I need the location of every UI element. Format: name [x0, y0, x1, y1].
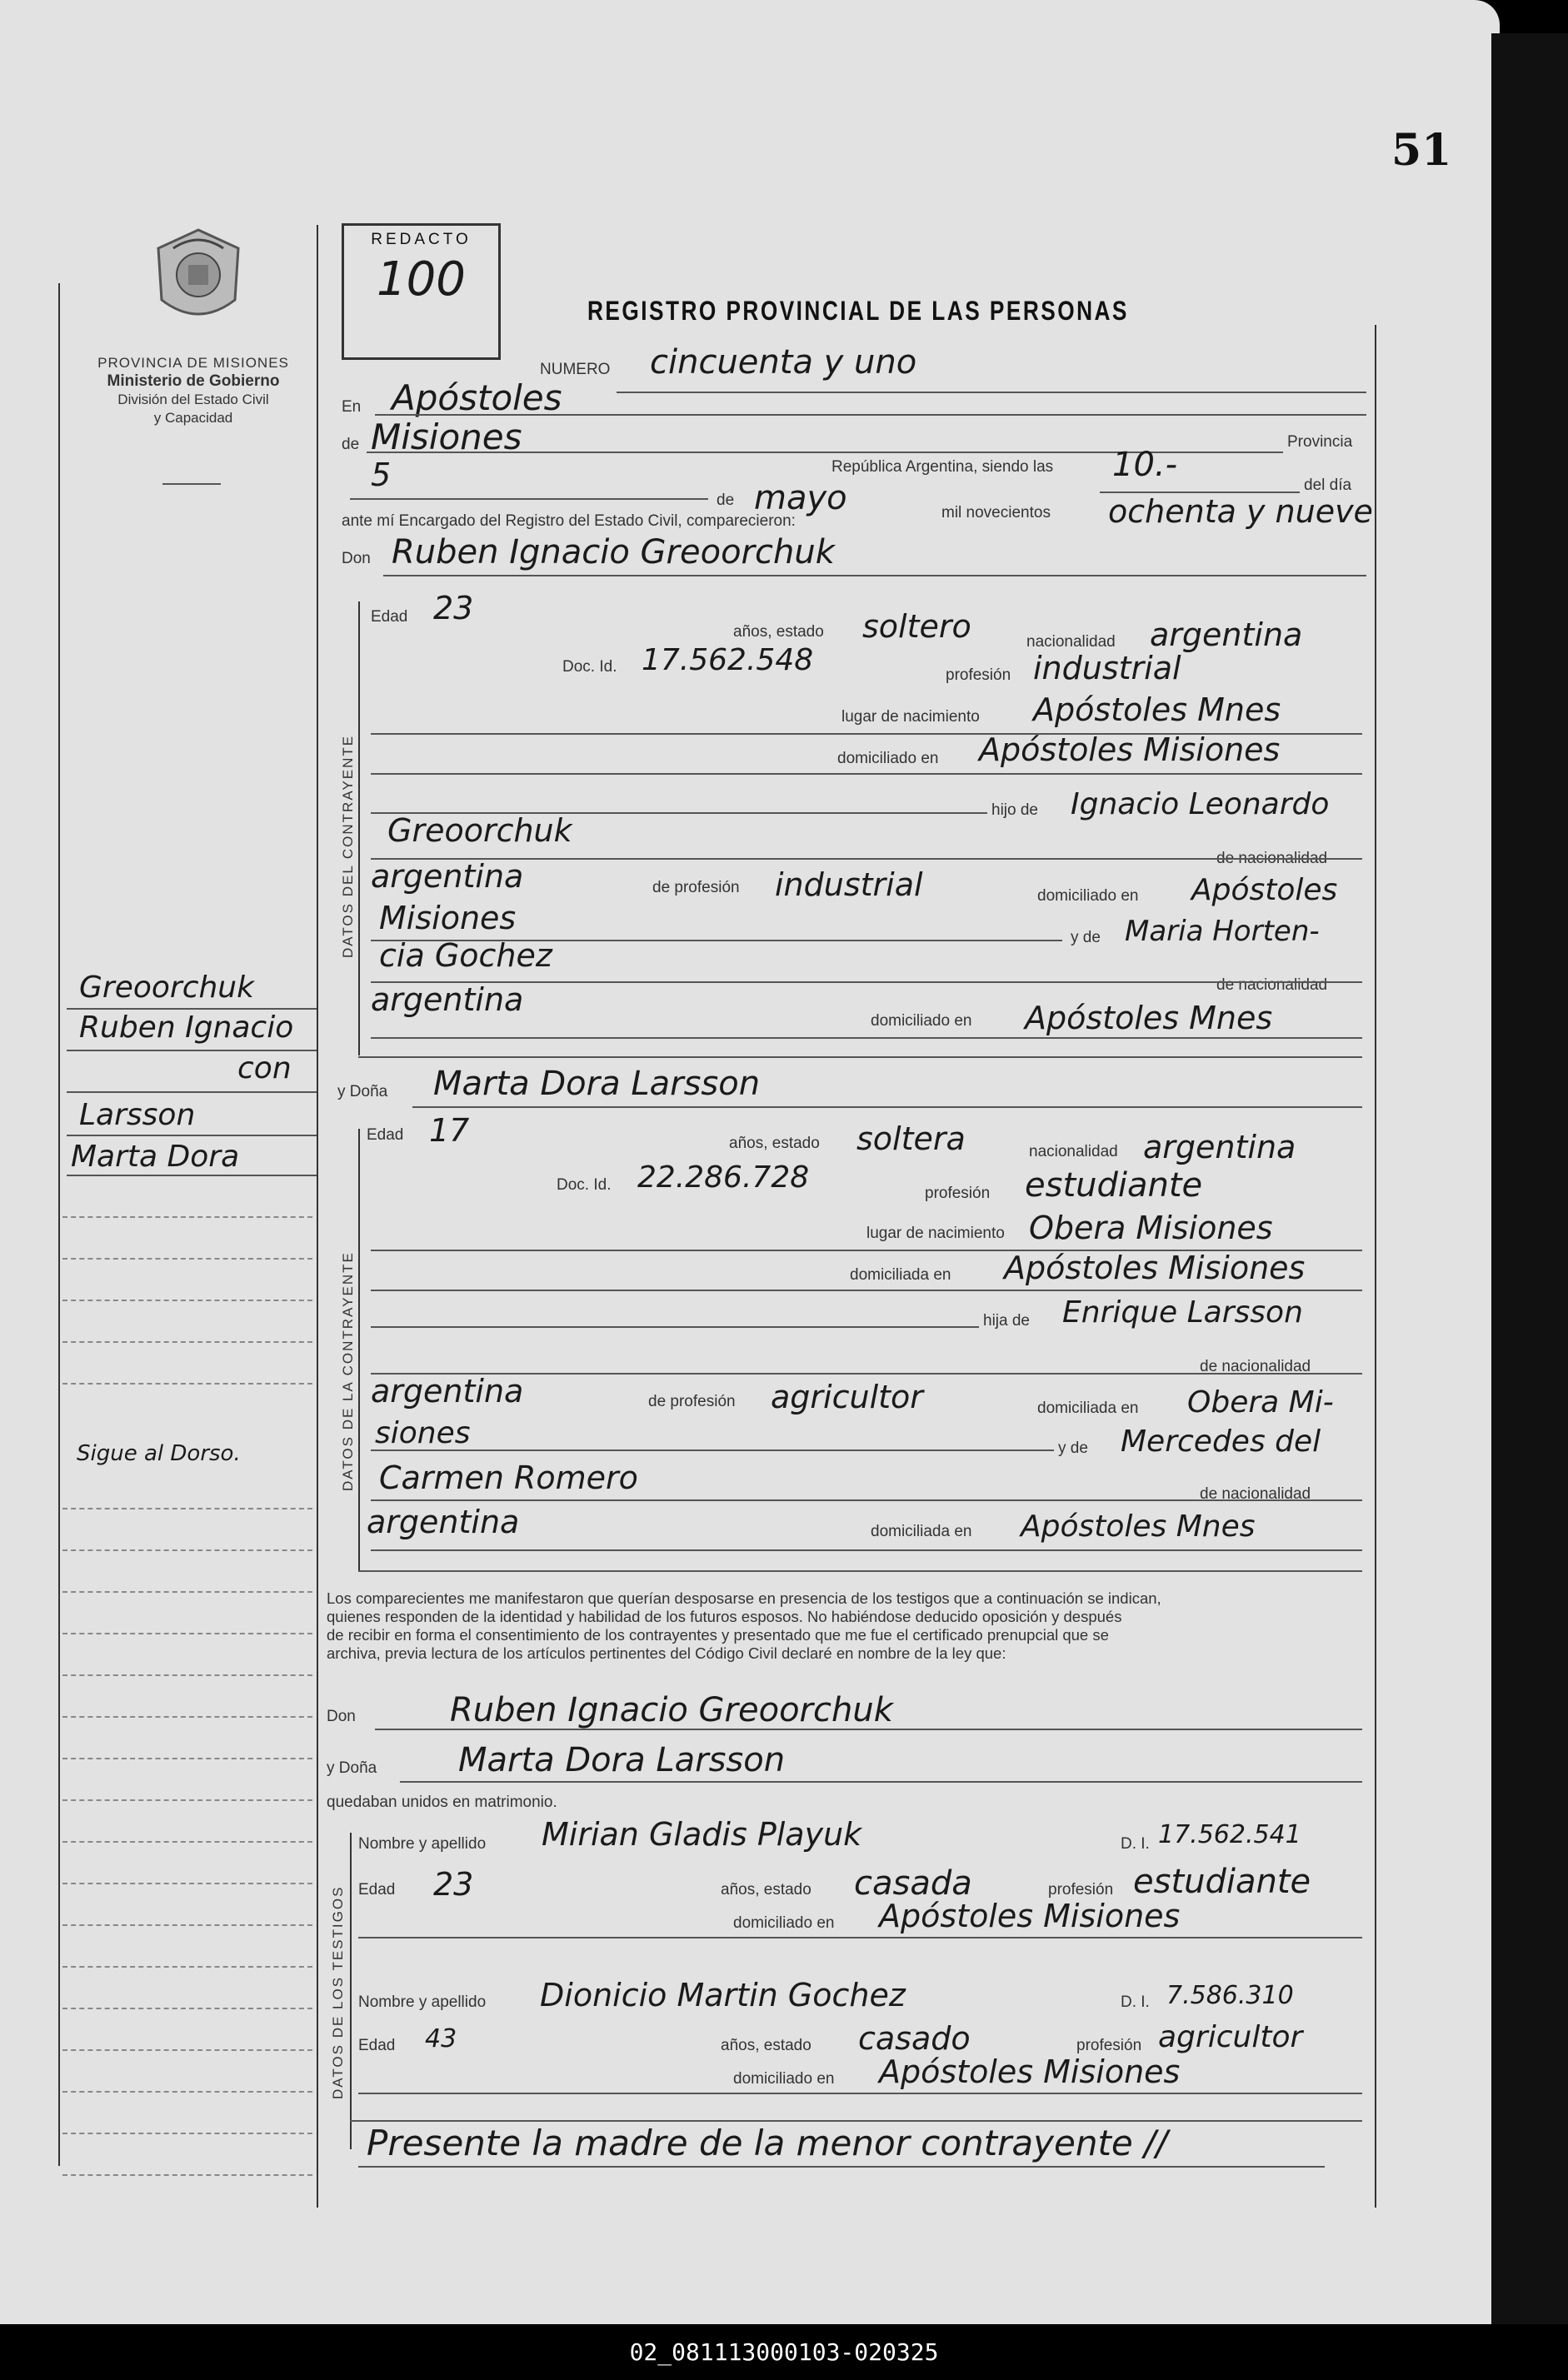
madre-domiciliada-label: domiciliada en [871, 1523, 972, 1540]
section-rule [358, 601, 360, 1055]
de-profesion-label: de profesión [648, 1393, 736, 1410]
lugar-value: Obera Misiones [1029, 1210, 1273, 1246]
margin-rule-line [62, 1591, 312, 1593]
decl-don-label: Don [327, 1708, 356, 1725]
rule [67, 1091, 317, 1093]
padre-value-1: Ignacio Leonardo [1071, 787, 1330, 821]
madre-value-2: Carmen Romero [379, 1459, 638, 1496]
lugar-label: lugar de nacimiento [841, 708, 980, 726]
rule [371, 1449, 1054, 1451]
nacionalidad-label: nacionalidad [1026, 633, 1116, 651]
section-rule [358, 1129, 360, 1570]
capacity-label: y Capacidad [153, 410, 233, 426]
contrayente-section-label: DATOS DEL CONTRAYENTE [340, 734, 356, 958]
rule [371, 1326, 979, 1328]
dona-label: y Doña [337, 1083, 388, 1100]
padre-profesion-value: industrial [775, 866, 923, 903]
padre-nacionalidad-value: argentina [371, 858, 524, 895]
t2-edad-label: Edad [358, 2037, 396, 2054]
margin-rule-line [62, 2049, 312, 2051]
y-de-label: y de [1058, 1439, 1088, 1457]
padre-profesion-value: agricultor [771, 1379, 923, 1415]
margin-rule-line [62, 1216, 312, 1218]
anios-estado-label: años, estado [733, 623, 824, 641]
margin-sigue: Sigue al Dorso. [77, 1441, 241, 1466]
margin-rule-line [62, 1383, 312, 1385]
t1-edad-label: Edad [358, 1881, 396, 1899]
padre-nacionalidad-value: argentina [371, 1373, 524, 1410]
closing-note: Presente la madre de la menor contrayente // [367, 2123, 1168, 2163]
doc-value: 22.286.728 [637, 1160, 810, 1195]
de-nacionalidad-label: de nacionalidad [1216, 850, 1328, 867]
t2-edad-value: 43 [425, 2024, 457, 2053]
numero-value: cincuenta y uno [650, 343, 917, 382]
rule [67, 1050, 317, 1051]
don-label: Don [342, 550, 371, 567]
madre-value-2: cia Gochez [379, 937, 552, 974]
rule [375, 414, 1366, 416]
doc-label: Doc. Id. [557, 1176, 612, 1194]
t1-profesion-label: profesión [1048, 1881, 1114, 1899]
rule [400, 1781, 1362, 1783]
rule [371, 773, 1362, 775]
t1-di-value: 17.562.541 [1158, 1820, 1301, 1849]
left-header [68, 354, 318, 427]
domicilio-value: Apóstoles Misiones [1004, 1250, 1306, 1286]
madre-domicilio-value: Apóstoles Mnes [1025, 1000, 1273, 1036]
rule [375, 1729, 1362, 1730]
ante-label: ante mí Encargado del Registro del Estado Civil, comparecieron: [342, 512, 796, 530]
madre-domicilio-value: Apóstoles Mnes [1021, 1509, 1256, 1544]
de-value: Misiones [371, 417, 522, 457]
rule [350, 2120, 1362, 2122]
declaration-line-1: Los comparecientes me manifestaron que querían desposarse en presencia de los testigos que a continuación se indican, [327, 1589, 1161, 1607]
madre-nacionalidad-value: argentina [371, 981, 524, 1018]
rule [358, 1937, 1362, 1938]
province-label: PROVINCIA DE MISIONES [97, 355, 289, 371]
de-nacionalidad-label: de nacionalidad [1200, 1358, 1311, 1375]
domicilio-label: domiciliado en [837, 750, 939, 767]
t1-di-label: D. I. [1121, 1835, 1150, 1853]
redacto-value: 100 [377, 252, 466, 307]
lugar-label: lugar de nacimiento [866, 1225, 1005, 1242]
footer-code: 02_081113000103-020325 [0, 2324, 1568, 2380]
padre-domicilio-value-1: Obera Mi- [1187, 1385, 1334, 1420]
margin-rule-line [62, 1716, 312, 1718]
domicilio-label: domiciliada en [850, 1266, 951, 1284]
contrayenta-section-label: DATOS DE LA CONTRAYENTE [340, 1251, 356, 1491]
margin-rule-line [62, 1341, 312, 1343]
madre-nacionalidad-label: de nacionalidad [1216, 976, 1328, 994]
domicilio-value: Apóstoles Misiones [979, 731, 1281, 768]
de-profesion-label: de profesión [652, 879, 740, 896]
t2-domicilio-label: domiciliado en [733, 2070, 835, 2088]
section-rule [350, 1833, 352, 2149]
t2-nombre-value: Dionicio Martin Gochez [540, 1977, 906, 2013]
edad-label: Edad [371, 608, 408, 626]
margin-name-1: Ruben Ignacio [79, 1010, 294, 1045]
decl-don-value: Ruben Ignacio Greoorchuk [450, 1691, 893, 1729]
margin-rule-line [62, 1841, 312, 1843]
estado-value: soltero [862, 608, 971, 645]
rule [371, 1549, 1362, 1551]
domiciliada-en-label: domiciliada en [1037, 1400, 1139, 1417]
t2-di-value: 7.586.310 [1166, 1981, 1294, 2010]
provincia-label: Provincia [1287, 433, 1353, 451]
declaration-line-2: quienes responden de la identidad y habilidad de los futuros esposos. No habiéndose deducido oposición y después [327, 1608, 1122, 1625]
edad-label: Edad [367, 1126, 404, 1144]
form-border-left [317, 225, 318, 2208]
nacionalidad-label: nacionalidad [1029, 1143, 1118, 1160]
don-value: Ruben Ignacio Greoorchuk [392, 533, 835, 571]
margin-rule-line [62, 1549, 312, 1551]
rule [358, 2166, 1325, 2168]
margin-rule-line [62, 1758, 312, 1759]
rule [358, 2093, 1362, 2094]
book-binding [1491, 33, 1568, 2333]
rule [67, 1175, 317, 1176]
anio-value: ochenta y nueve [1108, 493, 1373, 530]
profesion-value: estudiante [1025, 1166, 1203, 1205]
margin-rule-line [62, 2133, 312, 2134]
domiciliado-en-label: domiciliado en [1037, 887, 1139, 905]
hija-label: hija de [983, 1312, 1030, 1330]
numero-label: NUMERO [540, 361, 611, 378]
margin-rule [58, 283, 60, 2166]
doc-label: Doc. Id. [562, 658, 617, 676]
decl-dona-label: y Doña [327, 1759, 377, 1777]
redacto-box [342, 223, 501, 360]
decl-dona-value: Marta Dora Larsson [458, 1741, 786, 1779]
mil-label: mil novecientos [941, 504, 1051, 521]
t1-edad-value: 23 [433, 1866, 474, 1903]
padre-value: Enrique Larsson [1062, 1295, 1303, 1330]
rule [67, 1008, 317, 1010]
t2-estado-label: años, estado [721, 2037, 811, 2054]
edad-value: 17 [429, 1112, 470, 1149]
rule [371, 1499, 1362, 1501]
hora-value: 10.- [1112, 446, 1178, 484]
republica-label: República Argentina, siendo las [831, 458, 1054, 476]
margin-surname-1: Greoorchuk [79, 970, 254, 1005]
rule [350, 498, 708, 500]
margin-rule-line [62, 1799, 312, 1801]
anios-estado-label: años, estado [729, 1135, 820, 1152]
margin-rule-line [62, 1966, 312, 1968]
t2-domicilio-value: Apóstoles Misiones [879, 2053, 1181, 2090]
doc-value: 17.562.548 [642, 643, 814, 677]
margin-rule-line [62, 1258, 312, 1260]
de-label: de [342, 436, 360, 453]
rule [67, 1135, 317, 1136]
t1-estado-label: años, estado [721, 1881, 811, 1899]
rule [383, 575, 1366, 576]
margin-rule-line [62, 1924, 312, 1926]
margin-rule-line [62, 1674, 312, 1676]
testigos-section-label: DATOS DE LOS TESTIGOS [330, 1885, 346, 2099]
profesion-label: profesión [925, 1185, 991, 1202]
hijo-label: hijo de [991, 801, 1038, 819]
mes-value: mayo [754, 479, 847, 517]
margin-name-2: Marta Dora [71, 1140, 240, 1174]
edad-value: 23 [433, 590, 474, 626]
t2-estado-value: casado [858, 2020, 971, 2057]
declaration-paragraph [327, 1589, 1376, 1663]
profesion-label: profesión [946, 666, 1011, 684]
profesion-value: industrial [1033, 650, 1181, 686]
declaration-line-3: de recibir en forma el consentimiento de los contrayentes y presentado que me fue el certificado prenupcial que se [327, 1626, 1109, 1644]
declaration-line-4: archiva, previa lectura de los artículos pertinentes del Código Civil declaré en nombre de la ley que: [327, 1644, 1006, 1662]
margin-rule-line [62, 2091, 312, 2093]
padre-domicilio-value-1: Apóstoles [1191, 873, 1338, 907]
margin-rule-line [62, 1508, 312, 1509]
dia-value: 5 [371, 457, 392, 493]
en-value: Apóstoles [392, 377, 562, 418]
rule [358, 1570, 1362, 1572]
madre-nacionalidad-value: argentina [367, 1504, 520, 1540]
margin-rule-line [62, 1633, 312, 1634]
madre-nacionalidad-label: de nacionalidad [1200, 1485, 1311, 1503]
rule [617, 392, 1366, 393]
padre-domicilio-value-2: Misiones [379, 900, 517, 936]
page-number: 51 [1391, 125, 1452, 176]
madre-value-1: Mercedes del [1121, 1425, 1321, 1459]
rule [412, 1106, 1362, 1108]
t1-estado-value: casada [854, 1864, 972, 1903]
rule [358, 1056, 1362, 1058]
margin-con: con [237, 1051, 292, 1085]
madre-value-1: Maria Horten- [1125, 915, 1320, 948]
margin-rule-line [62, 2174, 312, 2176]
rule [371, 1290, 1362, 1291]
t1-nombre-value: Mirian Gladis Playuk [542, 1816, 862, 1853]
margin-rule-line [62, 1300, 312, 1301]
nacionalidad-value: argentina [1150, 616, 1303, 653]
coat-of-arms-icon [148, 223, 248, 336]
t2-nombre-label: Nombre y apellido [358, 1993, 487, 2011]
t1-nombre-label: Nombre y apellido [358, 1835, 487, 1853]
decl-closing: quedaban unidos en matrimonio. [327, 1794, 557, 1811]
estado-value: soltera [856, 1120, 966, 1157]
margin-rule-line [62, 1883, 312, 1884]
lugar-value: Apóstoles Mnes [1033, 691, 1281, 728]
padre-value-2: Greoorchuk [387, 812, 572, 849]
document-title: REGISTRO PROVINCIAL DE LAS PERSONAS [587, 296, 1129, 326]
de-mes-label: de [717, 491, 735, 509]
en-label: En [342, 398, 362, 416]
margin-rule-line [62, 2008, 312, 2009]
t1-profesion-value: estudiante [1133, 1863, 1311, 1901]
dona-value: Marta Dora Larsson [433, 1065, 761, 1103]
redacto-label: REDACTO [371, 231, 472, 248]
madre-domiciliado-label: domiciliado en [871, 1012, 972, 1030]
divider [162, 483, 221, 485]
t2-profesion-value: agricultor [1158, 2020, 1303, 2054]
division-label: División del Estado Civil [117, 392, 269, 407]
margin-surname-2: Larsson [79, 1098, 196, 1132]
nacionalidad-value: argentina [1143, 1129, 1296, 1165]
padre-domicilio-value-2: siones [375, 1416, 471, 1450]
t2-profesion-label: profesión [1076, 2037, 1142, 2054]
rule [371, 1037, 1362, 1039]
t1-domicilio-label: domiciliado en [733, 1914, 835, 1932]
t1-domicilio-value: Apóstoles Misiones [879, 1898, 1181, 1934]
t2-di-label: D. I. [1121, 1993, 1150, 2011]
ministry-label: Ministerio de Gobierno [107, 372, 280, 390]
y-de-label: y de [1071, 929, 1101, 946]
form-border-right [1375, 325, 1376, 2208]
del-dia-label: del día [1304, 476, 1352, 494]
